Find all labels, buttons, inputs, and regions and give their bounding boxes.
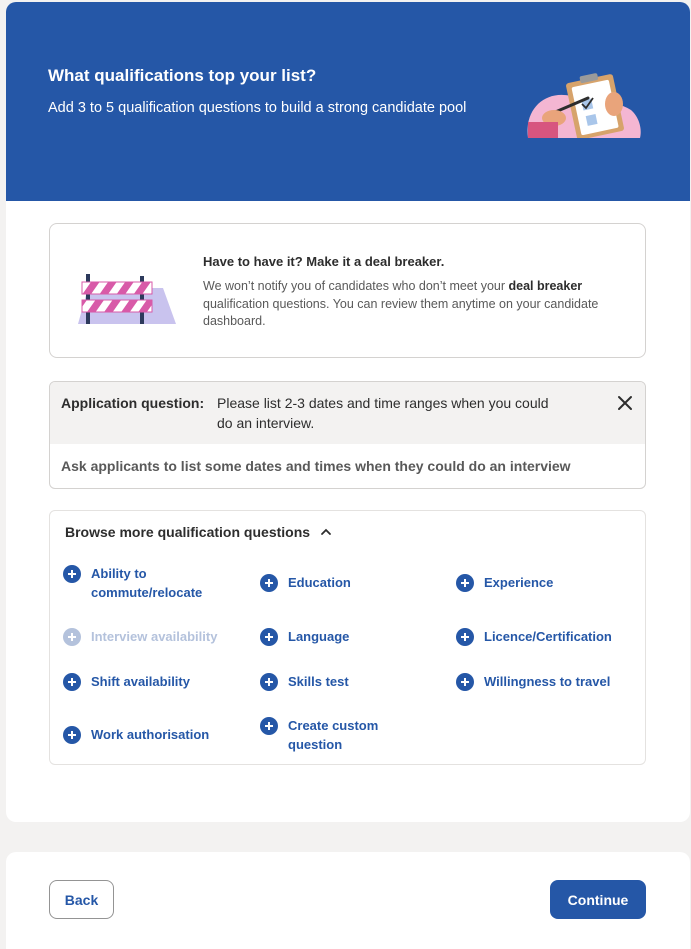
continue-button[interactable]: Continue bbox=[550, 880, 646, 919]
deal-breaker-text-end: qualification questions. You can review them anytime on your candidate dashboard. bbox=[203, 296, 599, 328]
deal-breaker-text bbox=[203, 278, 635, 331]
option-label: Interview availability bbox=[91, 629, 218, 644]
option-licence-certification[interactable] bbox=[456, 627, 612, 646]
option-skills-test[interactable] bbox=[260, 672, 349, 691]
application-question-text: Please list 2-3 dates and time ranges when you could do an interview. bbox=[217, 395, 549, 431]
page-title: What qualifications top your list? bbox=[48, 66, 317, 85]
option-label: Language bbox=[288, 629, 350, 644]
option-label: Willingness to travel bbox=[484, 674, 611, 689]
application-question-description: Ask applicants to list some dates and times when they could do an interview bbox=[61, 458, 571, 474]
option-create-custom-question[interactable] bbox=[260, 716, 398, 754]
option-work-authorisation[interactable] bbox=[63, 725, 209, 744]
selected-application-question bbox=[49, 381, 646, 489]
qualifications-card bbox=[6, 2, 690, 822]
plus-circle-icon bbox=[63, 726, 81, 744]
deal-breaker-info bbox=[49, 223, 646, 358]
plus-circle-icon bbox=[63, 673, 81, 691]
hero-banner bbox=[6, 2, 690, 201]
option-willingness-to-travel[interactable] bbox=[456, 672, 610, 691]
option-label: Licence/Certification bbox=[484, 629, 612, 644]
plus-circle-icon bbox=[63, 565, 81, 583]
deal-breaker-text-start: We won’t notify you of candidates who don’t meet your bbox=[203, 279, 509, 293]
option-language[interactable] bbox=[260, 627, 349, 646]
browse-questions-toggle[interactable] bbox=[65, 524, 332, 540]
plus-circle-icon bbox=[260, 717, 278, 735]
option-label: Education bbox=[288, 575, 351, 590]
close-icon[interactable] bbox=[616, 394, 634, 412]
plus-circle-icon bbox=[260, 673, 278, 691]
option-experience[interactable] bbox=[456, 573, 553, 592]
deal-breaker-title: Have to have it? Make it a deal breaker. bbox=[203, 254, 445, 269]
page-subtitle: Add 3 to 5 qualification questions to build a strong candidate pool bbox=[48, 100, 467, 116]
footer-actions bbox=[6, 852, 690, 949]
plus-circle-icon bbox=[456, 574, 474, 592]
plus-circle-icon bbox=[260, 628, 278, 646]
plus-circle-icon bbox=[63, 628, 81, 646]
application-question-header bbox=[50, 382, 646, 444]
browse-questions-panel bbox=[49, 510, 646, 765]
option-label: Shift availability bbox=[91, 674, 190, 689]
plus-circle-icon bbox=[456, 628, 474, 646]
option-label: Work authorisation bbox=[91, 727, 210, 742]
chevron-up-icon bbox=[320, 526, 332, 538]
plus-circle-icon bbox=[456, 673, 474, 691]
browse-questions-title: Browse more qualification questions bbox=[65, 524, 311, 540]
option-interview-availability bbox=[63, 627, 217, 646]
option-label: Ability to commute/relocate bbox=[91, 566, 203, 600]
option-label: Create custom question bbox=[288, 718, 379, 752]
option-label: Experience bbox=[484, 575, 554, 590]
barricade-icon bbox=[68, 266, 183, 326]
option-label: Skills test bbox=[288, 674, 349, 689]
plus-circle-icon bbox=[260, 574, 278, 592]
option-education[interactable] bbox=[260, 573, 351, 592]
option-shift-availability[interactable] bbox=[63, 672, 190, 691]
back-button[interactable]: Back bbox=[49, 880, 114, 919]
clipboard-checklist-icon bbox=[516, 68, 641, 138]
deal-breaker-emphasis: deal breaker bbox=[508, 279, 583, 293]
application-question-label: Application question: bbox=[61, 395, 205, 411]
option-ability-to-commute[interactable] bbox=[63, 564, 221, 602]
